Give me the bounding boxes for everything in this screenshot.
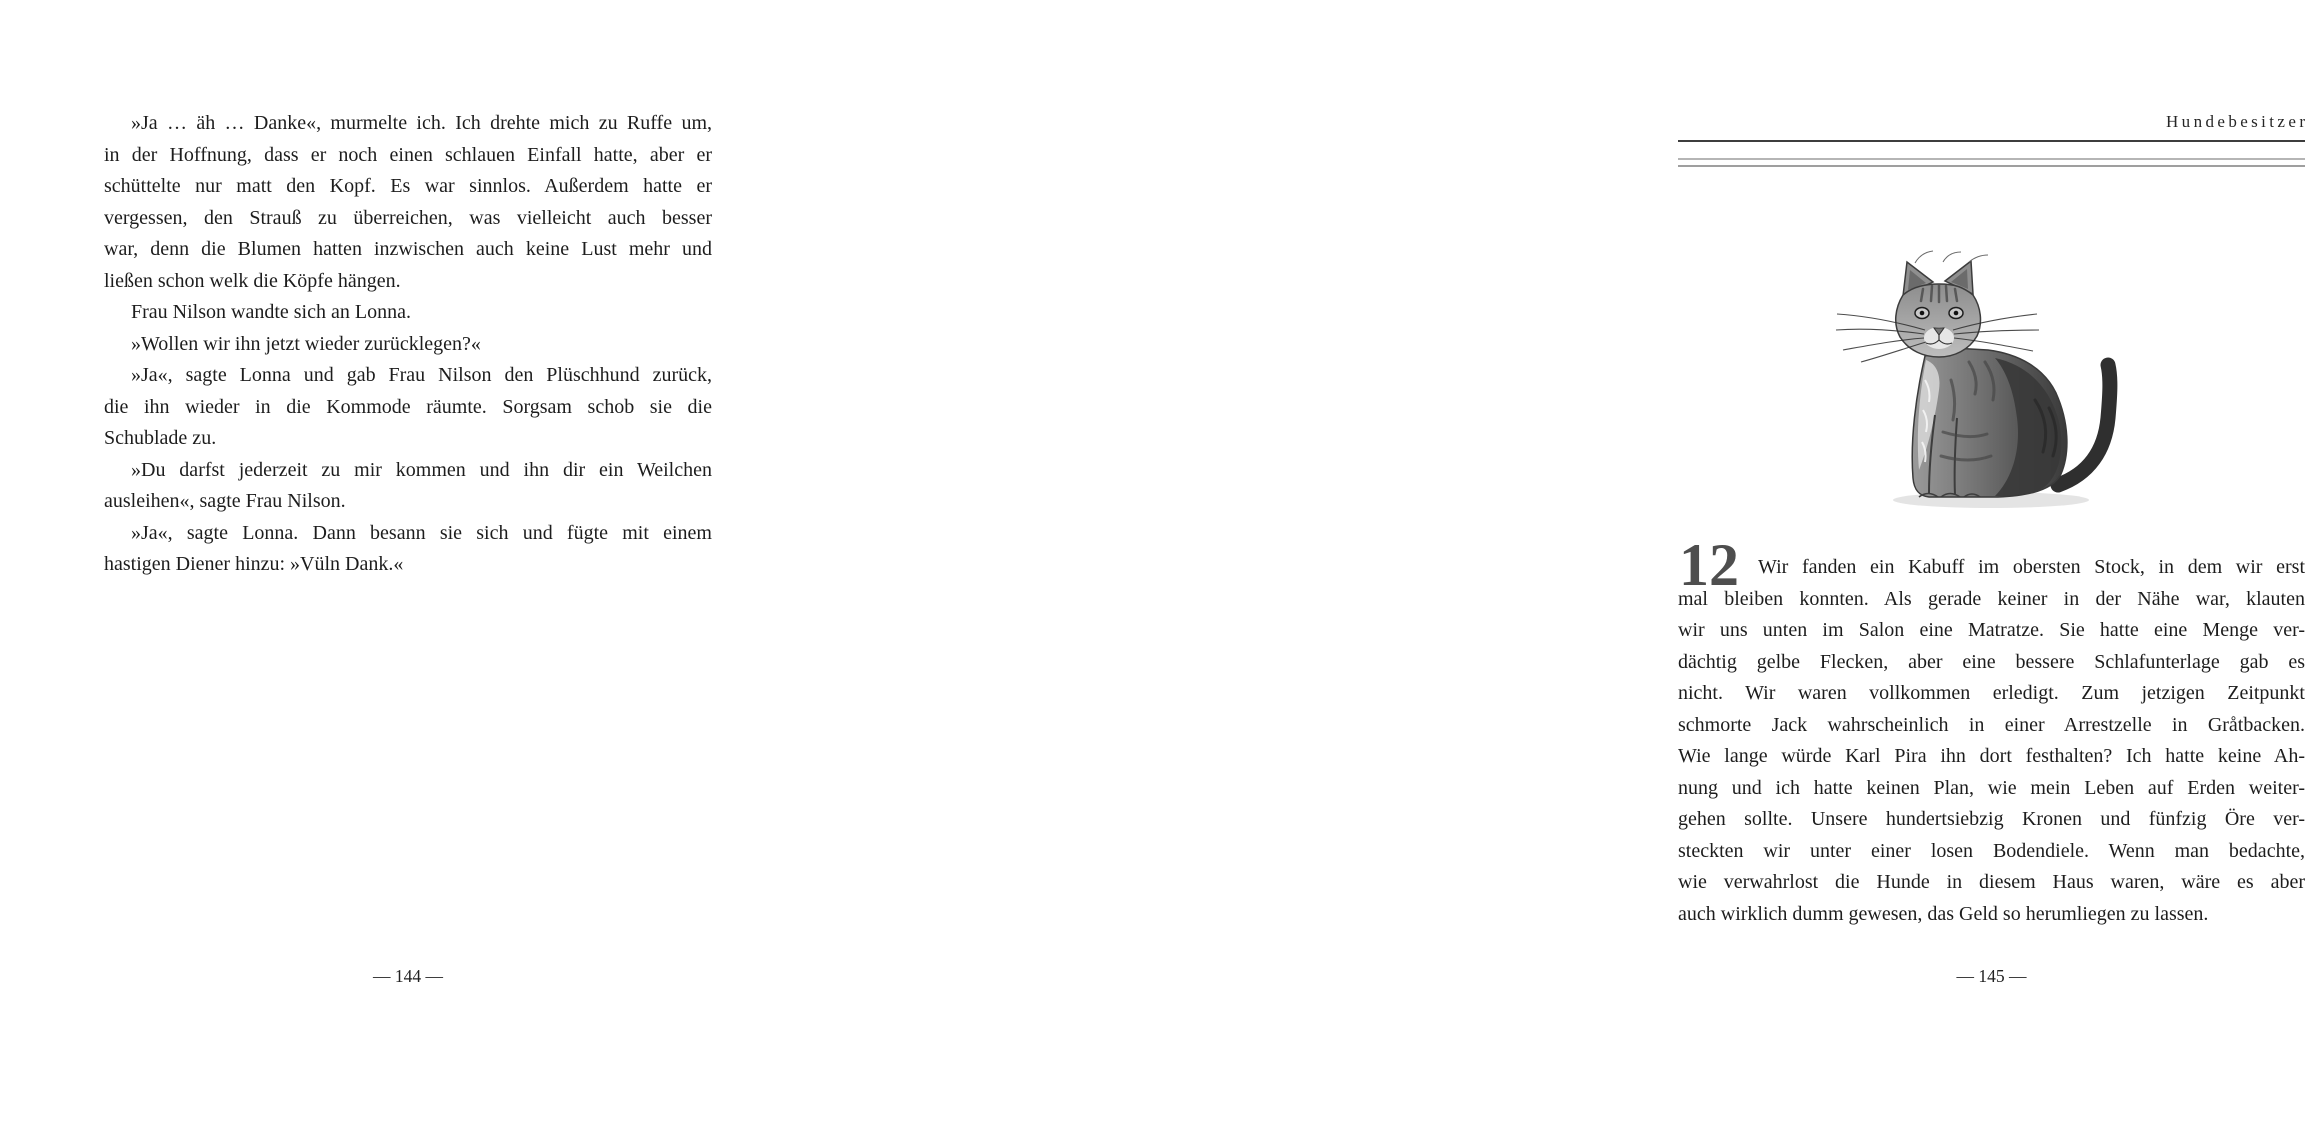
text-line: schmorte Jack wahrscheinlich in einer Arrestzelle in Gråtbacken. (1678, 713, 2305, 736)
text-line: »Wollen wir ihn jetzt wieder zurücklegen?« (131, 332, 481, 355)
chapter-number: 12 (1679, 532, 1739, 598)
text-line: war, denn die Blumen hatten inzwischen auch keine Lust mehr und (104, 238, 712, 260)
text-line: die ihn wieder in die Kommode räumte. Sorgsam schob sie die (104, 395, 712, 418)
left-page (0, 0, 803, 1128)
text-line: wir uns unten im Salon eine Matratze. Sie hatte eine Menge ver- (1678, 619, 2305, 641)
text-line: »Ja«, sagte Lonna und gab Frau Nilson den Plüschhund zurück, (131, 364, 712, 386)
text-line: schüttelte nur matt den Kopf. Es war sinnlos. Außerdem hatte er (104, 175, 712, 197)
text-line: Wir fanden ein Kabuff im obersten Stock, in dem wir erst (1758, 556, 2305, 578)
text-line: »Du darfst jederzeit zu mir kommen und ihn dir ein Weilchen (131, 458, 712, 481)
text-line: ließen schon welk die Köpfe hängen. (104, 269, 401, 292)
text-line: nicht. Wir waren vollkommen erledigt. Zum jetzigen Zeitpunkt (1678, 682, 2305, 704)
left-body-text (104, 108, 712, 581)
running-header: Hundebesitzer (2166, 112, 2308, 131)
text-line: Schublade zu. (104, 427, 217, 449)
header-double-rule (1678, 158, 2305, 167)
text-line: auch wirklich dumm gewesen, das Geld so herumliegen zu lassen. (1678, 902, 2209, 925)
text-line: »Ja … äh … Danke«, murmelte ich. Ich drehte mich zu Ruffe um, (131, 112, 712, 134)
text-line: vergessen, den Strauß zu überreichen, was vielleicht auch besser (104, 206, 712, 229)
text-line: »Ja«, sagte Lonna. Dann besann sie sich und fügte mit einem (131, 521, 712, 544)
text-line: dächtig gelbe Flecken, aber eine bessere Schlafunterlage gab es (1678, 650, 2305, 673)
header-rule (1678, 140, 2305, 142)
text-line: Frau Nilson wandte sich an Lonna. (131, 301, 411, 323)
text-line: in der Hoffnung, dass er noch einen schlauen Einfall hatte, aber er (104, 143, 712, 166)
right-body-text (1678, 552, 2305, 930)
text-line: mal bleiben konnten. Als gerade keiner in der Nähe war, klauten (1678, 587, 2305, 610)
page-number-left: — 144 — (373, 966, 443, 986)
text-line: Wie lange würde Karl Pira ihn dort festhalten? Ich hatte keine Ah- (1678, 745, 2305, 767)
right-page (803, 0, 2308, 1128)
text-line: gehen sollte. Unsere hundertsiebzig Kronen und fünfzig Öre ver- (1678, 808, 2305, 830)
text-line: nung und ich hatte keinen Plan, wie mein Leben auf Erden weiter- (1678, 776, 2305, 799)
text-line: wie verwahrlost die Hunde in diesem Haus waren, wäre es aber (1678, 871, 2305, 893)
page-number-right: — 145 — (1956, 966, 2027, 986)
text-line: hastigen Diener hinzu: »Vüln Dank.« (104, 553, 404, 575)
text-line: ausleihen«, sagte Frau Nilson. (104, 490, 346, 512)
cat-illustration (1823, 250, 2123, 512)
text-line: steckten wir unter einer losen Bodendiele. Wenn man bedachte, (1678, 839, 2305, 862)
